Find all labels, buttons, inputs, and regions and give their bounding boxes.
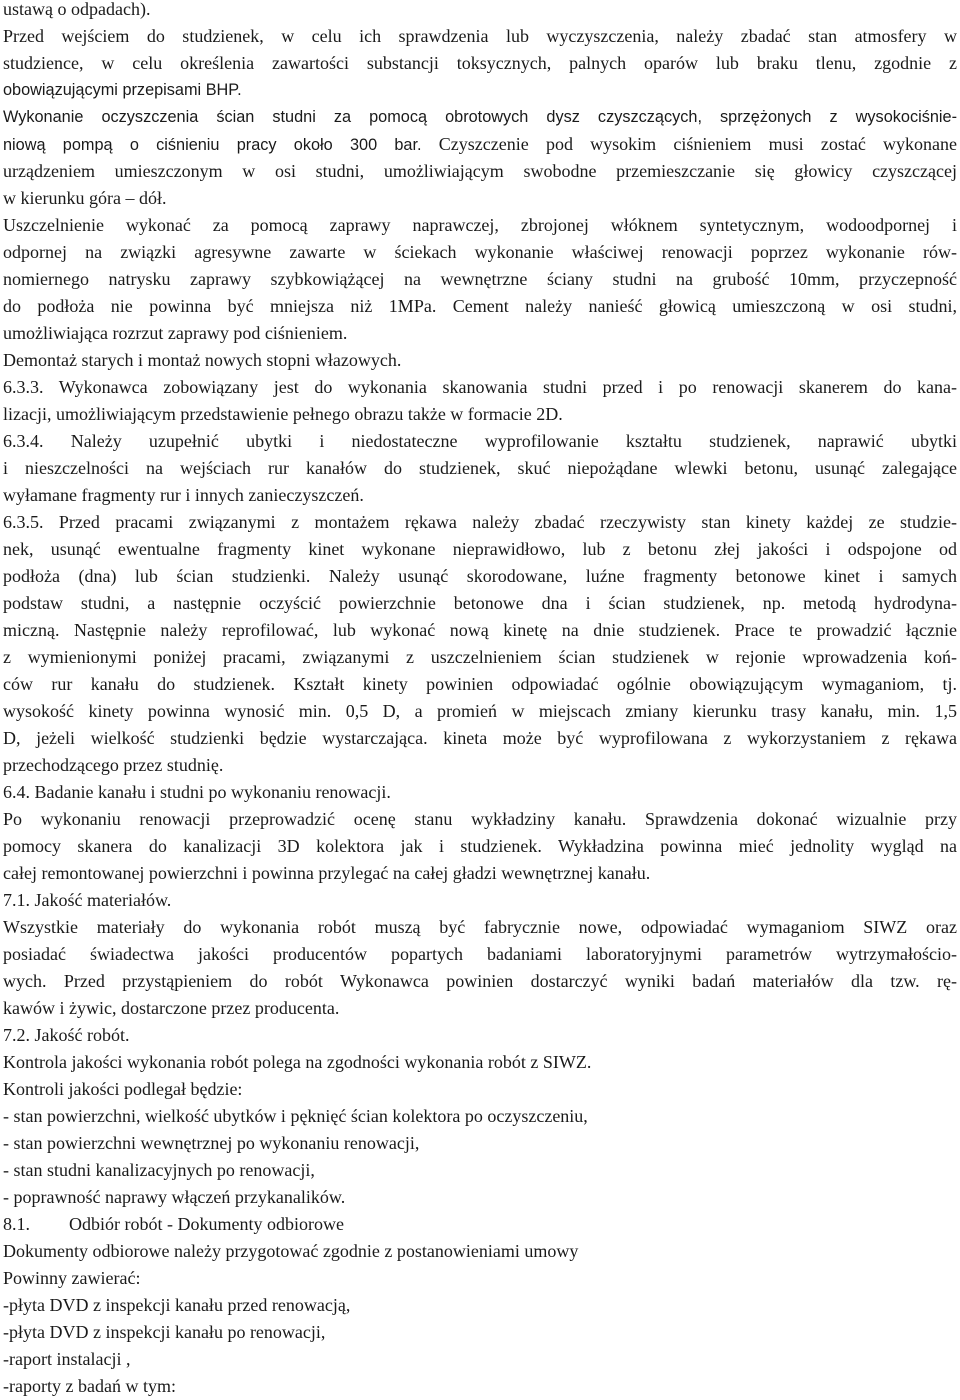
text-line: Powinny zawierać: <box>3 1268 141 1288</box>
text-line: D, jeżeli wielkość studzienki będzie wystarczająca. kineta może być wyprofilowana z wykorzystaniem z rękawa <box>3 728 957 748</box>
text-line: Kontroli jakości podlegał będzie: <box>3 1079 243 1099</box>
text-line: i nieszczelności na wejściach rur kanałów do studzienek, skuć niepożądane wlewki betonu, usunąć zalegające <box>3 458 957 478</box>
text-line: Wszystkie materiały do wykonania robót muszą być fabrycznie nowe, odpowiadać wymaganiom SIWZ oraz <box>3 917 957 937</box>
text-line: ców rur kanału do studzienek. Kształt kinety powinien odpowiadać ogólnie obowiązującym wymaganiom, tj. <box>3 674 957 694</box>
text-line: obowiązującymi przepisami BHP. <box>3 81 242 99</box>
text-line: -płyta DVD z inspekcji kanału przed renowacją, <box>3 1295 351 1315</box>
text-line: 6.4. Badanie kanału i studni po wykonaniu renowacji. <box>3 782 391 802</box>
text-line: Wykonanie oczyszczenia ścian studni za pomocą obrotowych dysz czyszczących, sprzężonych z wysokociśnie- <box>3 108 957 126</box>
text-line: -płyta DVD z inspekcji kanału po renowacji, <box>3 1322 326 1342</box>
text-line: umożliwiająca rozrzut zaprawy pod ciśnieniem. <box>3 323 348 343</box>
text-line: do podłoża nie powinna być mniejsza niż 1MPa. Cement należy nanieść głowicą umieszczoną w osi studni, <box>3 296 957 316</box>
text-line: nek, usunąć ewentualne fragmenty kinet wykonane nieprawidłowo, lub z betonu złej jakości i odspojone od <box>3 539 957 559</box>
text-line: 7.2. Jakość robót. <box>3 1025 130 1045</box>
text-line: Dokumenty odbiorowe należy przygotować zgodnie z postanowieniami umowy <box>3 1241 579 1261</box>
document-page <box>3 0 957 1400</box>
text-line <box>3 1211 957 1238</box>
text-line: miczną. Następnie należy reprofilować, lub wykonać nową kinetę na dnie studzienek. Prace te prowadzić łącznie <box>3 620 957 640</box>
text-line: - stan studni kanalizacyjnych po renowacji, <box>3 1160 315 1180</box>
section-title: Odbiór robót - Dokumenty odbiorowe <box>69 1214 344 1234</box>
text-line: pomocy skanera do kanalizacji 3D kolektora jak i studzienek. Wykładzina powinna mieć jednolity wygląd na <box>3 836 957 856</box>
text-line: 6.3.4. Należy uzupełnić ubytki i niedostateczne wyprofilowanie kształtu studzienek, naprawić ubytki <box>3 431 957 451</box>
text-line: całej remontowanej powierzchni i powinna przylegać na całej gładzi wewnętrznej kanału. <box>3 863 651 883</box>
text-line: ustawą o odpadach). <box>3 0 151 19</box>
text-line: - stan powierzchni, wielkość ubytków i pęknięć ścian kolektora po oczyszczeniu, <box>3 1106 588 1126</box>
text-line: z wymienionymi poniżej pracami, związanymi z uszczelnieniem ścian studzienek w rejonie wprowadzenia koń- <box>3 647 957 667</box>
text-line: - poprawność naprawy włączeń przykanalików. <box>3 1187 346 1207</box>
text-line: 6.3.5. Przed pracami związanymi z montażem rękawa należy zbadać rzeczywisty stan kinety każdej ze studzie- <box>3 512 957 532</box>
text-segment: Czyszczenie pod wysokim ciśnieniem musi zostać wykonane <box>438 134 957 154</box>
text-line: wysokość kinety powinna wynosić min. 0,5 D, a promień w miejscach zmiany kierunku trasy kanału, min. 1,5 <box>3 701 957 721</box>
text-line: -raporty z badań w tym: <box>3 1376 176 1396</box>
text-line: kawów i żywic, dostarczone przez producenta. <box>3 998 340 1018</box>
text-line <box>3 131 957 158</box>
text-line: -raport instalacji , <box>3 1349 131 1369</box>
text-line: nomiernego natrysku zaprawy szybkowiążącej na wewnętrzne ściany studni na grubość 10mm, przyczepność <box>3 269 957 289</box>
text-segment: niową pompą o ciśnieniu pracy około 300 bar. <box>3 136 422 154</box>
section-number: 8.1. <box>3 1214 30 1234</box>
text-line: Kontrola jakości wykonania robót polega na zgodności wykonania robót z SIWZ. <box>3 1052 592 1072</box>
text-line: Po wykonaniu renowacji przeprowadzić ocenę stanu wykładziny kanału. Sprawdzenia dokonać wizualnie przy <box>3 809 957 829</box>
text-line: podłoża (dna) lub ścian studzienki. Należy usunąć skorodowane, luźne fragmenty betonowe kinet i samych <box>3 566 957 586</box>
text-line: posiadać świadectwa jakości producentów popartych badaniami laboratoryjnymi parametrów wytrzymałościo- <box>3 944 957 964</box>
text-line: podstaw studni, a następnie oczyścić powierzchnie betonowe dna i ścian studzienek, np. metodą hydrodyna- <box>3 593 957 613</box>
text-line: 6.3.3. Wykonawca zobowiązany jest do wykonania skanowania studni przed i po renowacji skanerem do kana- <box>3 377 957 397</box>
text-line: Przed wejściem do studzienek, w celu ich sprawdzenia lub wyczyszczenia, należy zbadać stan atmosfery w <box>3 26 957 46</box>
text-line: wych. Przed przystąpieniem do robót Wykonawca powinien dostarczyć wyniki badań materiałów dla tzw. rę- <box>3 971 957 991</box>
text-line: Demontaż starych i montaż nowych stopni włazowych. <box>3 350 402 370</box>
text-line: wyłamane fragmenty rur i innych zanieczyszczeń. <box>3 485 364 505</box>
text-line: studzience, w celu określenia zawartości substancji toksycznych, palnych oparów lub braku tlenu, zgodnie z <box>3 53 957 73</box>
text-line: urządzeniem umieszczonym w osi studni, umożliwiającym swobodne przemieszczanie się głowicy czyszczącej <box>3 161 957 181</box>
text-line: lizacji, umożliwiającym przedstawienie pełnego obrazu także w formacie 2D. <box>3 404 563 424</box>
text-line: - stan powierzchni wewnętrznej po wykonaniu renowacji, <box>3 1133 420 1153</box>
text-line: odpornej na związki agresywne zawarte w ściekach wykonanie właściwej renowacji poprzez wykonanie rów- <box>3 242 957 262</box>
text-line: Uszczelnienie wykonać za pomocą zaprawy naprawczej, zbrojonej włóknem syntetycznym, wodoodpornej i <box>3 215 957 235</box>
text-line: w kierunku góra – dół. <box>3 188 167 208</box>
text-line: 7.1. Jakość materiałów. <box>3 890 172 910</box>
text-line: przechodzącego przez studnię. <box>3 755 224 775</box>
